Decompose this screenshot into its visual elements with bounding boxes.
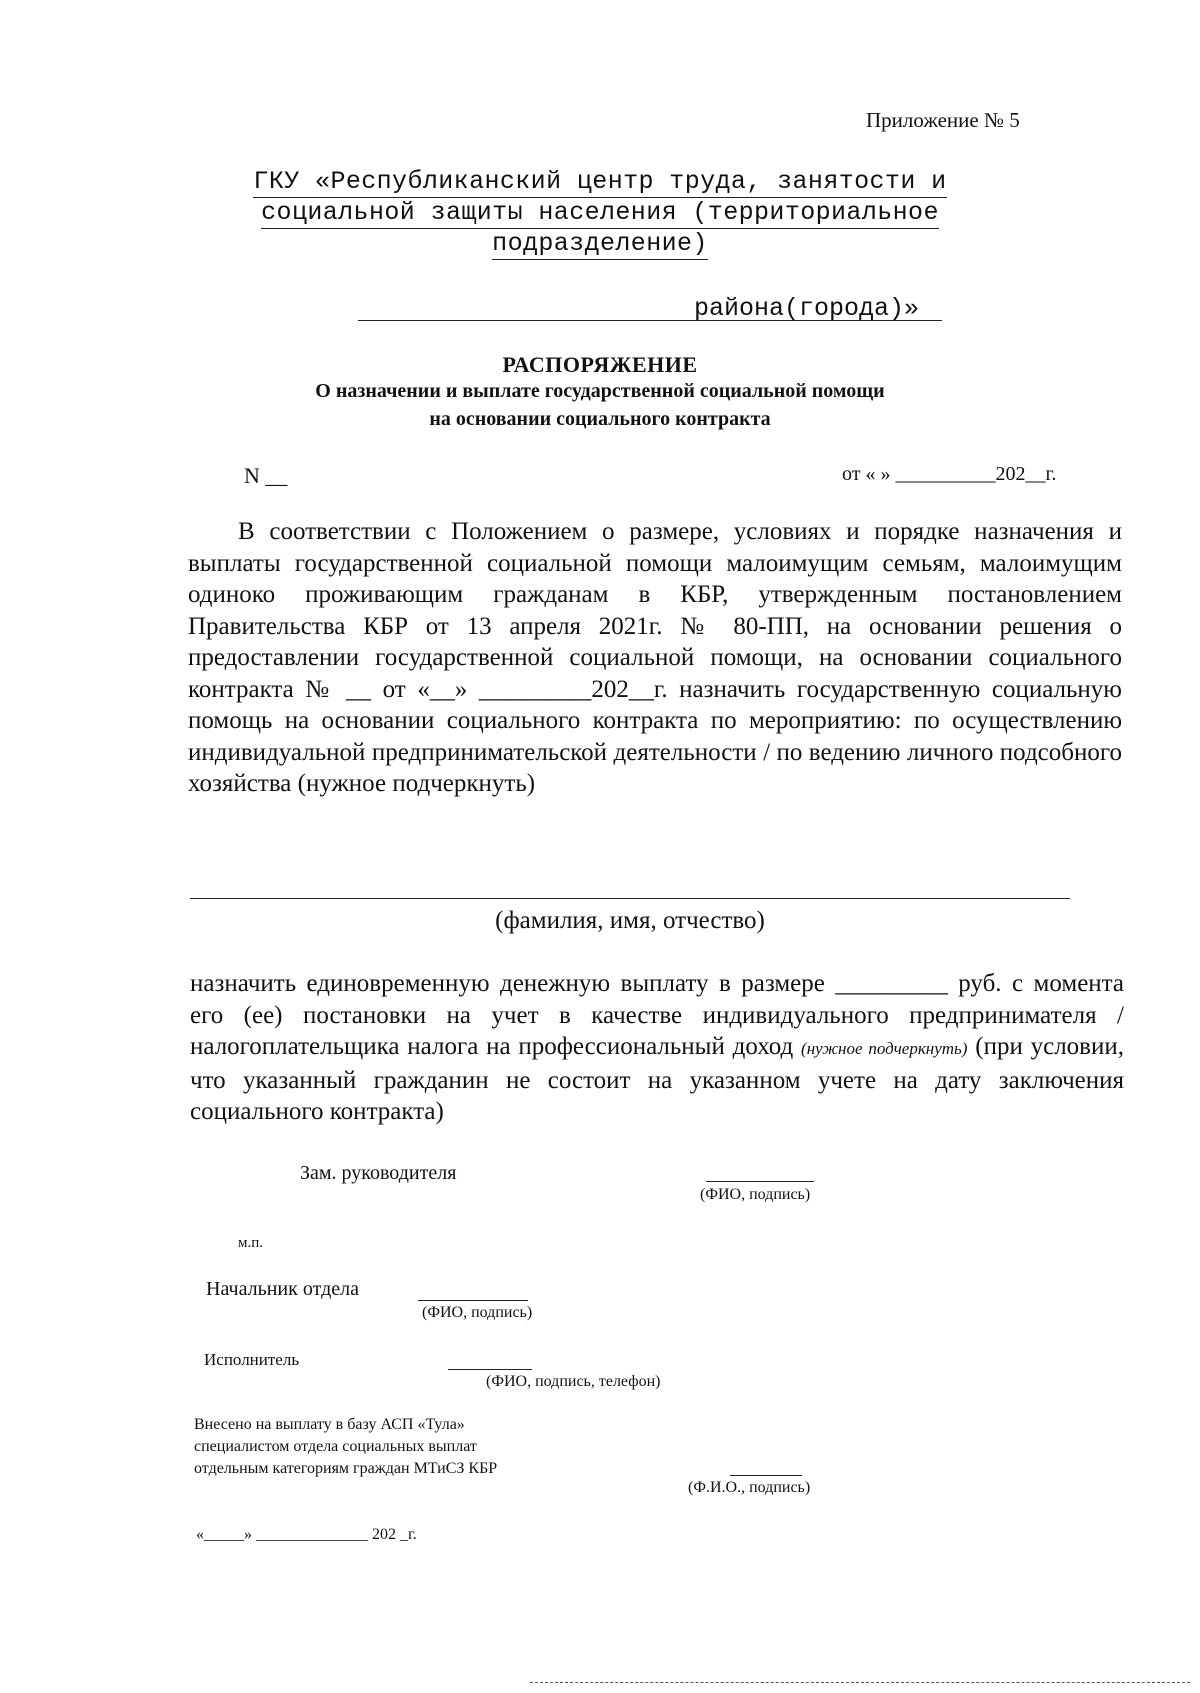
order-number: N __: [244, 463, 288, 488]
fio-blank-line: [190, 898, 1070, 899]
deputy-label: Зам. руководителя: [300, 1162, 457, 1184]
entered-line-1: Внесено на выплату в базу АСП «Тула»: [194, 1416, 465, 1433]
entered-caption: (Ф.И.О., подпись): [688, 1479, 811, 1496]
deputy-signature-line: [706, 1181, 814, 1182]
entered-line-3: отдельным категориям граждан МТиСЗ КБР: [194, 1460, 498, 1477]
payment-note: (нужное подчеркнуть): [801, 1039, 968, 1058]
org-name-line-2: социальной защиты населения (территориальное: [261, 198, 939, 227]
head-of-department-label: Начальник отдела: [206, 1278, 359, 1300]
executor-signature-line: [448, 1369, 532, 1370]
head-signature-line: [418, 1300, 528, 1301]
executor-caption: (ФИО, подпись, телефон): [486, 1373, 661, 1390]
payment-paragraph: [190, 968, 1124, 1128]
scan-edge-dashes: [530, 1682, 1190, 1683]
stamp-place: м.п.: [238, 1235, 264, 1251]
entered-line-2: специалистом отдела социальных выплат: [194, 1438, 477, 1455]
entered-signature-line: [730, 1475, 802, 1476]
org-name-line-1: ГКУ «Республиканский центр труда, занятости и: [253, 167, 947, 196]
order-date: от « » __________202__г.: [842, 463, 1057, 485]
fio-caption: (фамилия, имя, отчество): [495, 907, 765, 934]
entered-block: [194, 1414, 497, 1480]
deputy-caption: (ФИО, подпись): [700, 1186, 811, 1203]
appendix-label: Приложение № 5: [866, 108, 1020, 132]
document-title: РАСПОРЯЖЕНИЕ: [502, 352, 698, 377]
document-subtitle-1: О назначении и выплате государственной социальной помощи: [315, 380, 885, 402]
payment-text-1: назначить единовременную денежную выплату в размере _________ руб. с момента его (ее) постановки на учет в качестве индивидуального предпринимателя / налогоплательщика налога на профессиональный доход: [190, 970, 1124, 1060]
district-label: района(города)»: [694, 294, 920, 323]
head-caption: (ФИО, подпись): [422, 1304, 533, 1321]
main-paragraph-text: В соответствии с Положением о размере, условиях и порядке назначения и выплаты государственной социальной помощи малоимущим семьям, малоимущим одиноко проживающим гражданам в КБР, утвержденным постановлением Правительства КБР от 13 апреля 2021г. № 80-ПП, на основании решения о предоставлении государственной социальной помощи, на основании социального контракта № __ от «__» _________202__г. назначить государственную социальную помощь на основании социального контракта по мероприятию: по осуществлению индивидуальной предпринимательской деятельности / по ведению личного подсобного хозяйства (нужное подчеркнуть): [188, 518, 1122, 797]
main-paragraph: [188, 516, 1122, 800]
payment-text-2: (при условии, что указанный гражданин не состоит на указанном учете на дату заключения социального контракта): [190, 1033, 1124, 1125]
org-name-line-3: подразделение): [492, 229, 708, 258]
executor-label: Исполнитель: [204, 1350, 300, 1369]
document-subtitle-2: на основании социального контракта: [429, 408, 771, 430]
footer-date: «_____» ______________ 202 _г.: [196, 1526, 417, 1543]
